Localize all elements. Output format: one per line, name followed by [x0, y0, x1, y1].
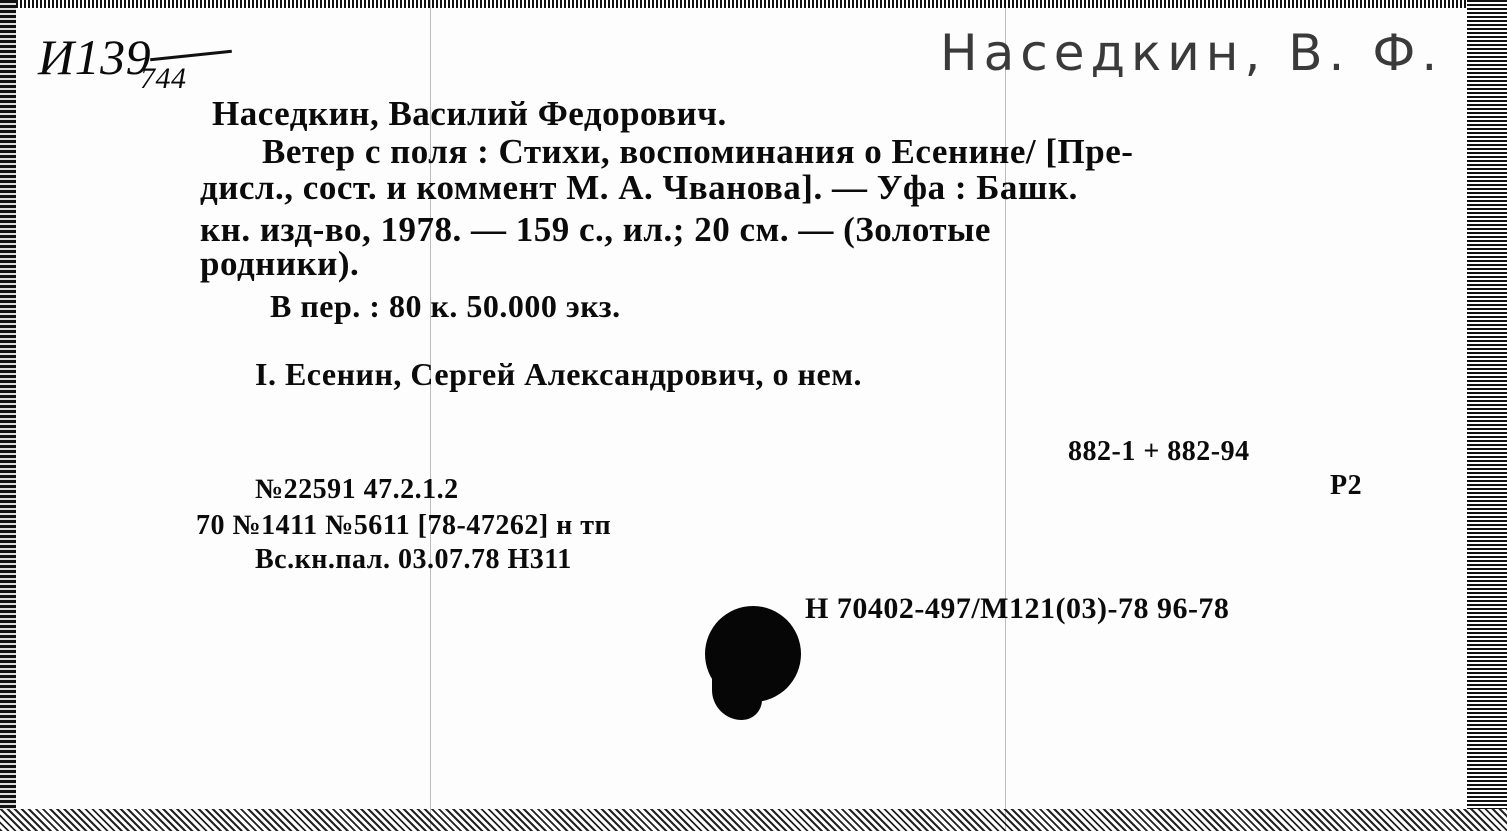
shelfmark-sub: 744 [140, 62, 187, 95]
card-fold-line [1005, 0, 1006, 831]
punch-hole-tear [712, 660, 762, 720]
card-top-edge [0, 0, 1507, 8]
classification-code: 882-1 + 882-94 [1068, 436, 1250, 467]
description-line: Ветер с поля : Стихи, воспоминания о Есенине/ [Пре- [262, 132, 1134, 171]
record-number-line: 70 №1411 №5611 [78-47262] н тп [196, 510, 612, 541]
card-right-edge [1467, 0, 1507, 831]
card-left-edge [0, 0, 16, 831]
classification-sub: Р2 [1330, 470, 1363, 501]
author-heading: Наседкин, Василий Федорович. [212, 94, 727, 133]
description-line: кн. изд-во, 1978. — 159 с., ил.; 20 см. — (Золотые [200, 210, 991, 249]
shelfmark-underline [150, 50, 232, 62]
record-number-line: №22591 47.2.1.2 [255, 474, 459, 505]
shelfmark-main: И139 [38, 29, 152, 85]
description-line: дисл., сост. и коммент М. А. Чванова]. — Уфа : Башк. [200, 168, 1078, 207]
record-number-line: Вс.кн.пал. 03.07.78 Н311 [255, 544, 572, 575]
handwritten-author-name: Наседкин, В. Ф. [940, 24, 1444, 82]
description-line: родники). [200, 244, 360, 283]
index-line: Н 70402-497/М121(03)-78 96-78 [805, 592, 1230, 625]
subject-tracing: I. Есенин, Сергей Александрович, о нем. [255, 356, 862, 392]
price-line: В пер. : 80 к. 50.000 экз. [270, 288, 621, 324]
card-bottom-edge [0, 809, 1507, 831]
